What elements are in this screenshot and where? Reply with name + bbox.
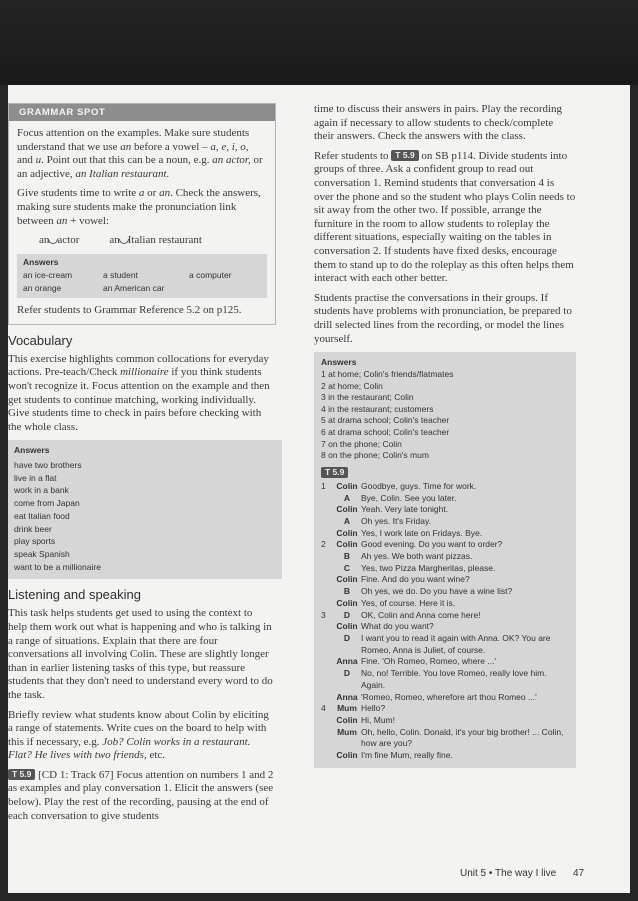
dialogue-line: Yes, I work late on Fridays. Bye. <box>361 527 483 538</box>
listening-para-2: Briefly review what students know about Colin by eliciting a range of statements. Write cues on the board to help with this if necessary, e.g. Job? Colin works in a restaurant. Flat? He lives with two friends, etc. <box>8 708 269 762</box>
grammar-spot-header: GRAMMAR SPOT <box>9 104 275 121</box>
conversation-number <box>321 668 333 691</box>
footer-title: The way I live <box>495 868 557 879</box>
dialogue-line: Hi, Mum! <box>361 714 395 725</box>
list-item: want to be a millionaire <box>14 561 101 572</box>
dialogue-line: Oh, hello, Colin. Donald, it's your big brother! ... Colin, how are you? <box>361 726 564 749</box>
speaker-label: B <box>343 586 351 597</box>
conversation-number: 2 <box>321 539 326 550</box>
dialogue-line: Yeah. Very late tonight. <box>361 504 449 515</box>
vocabulary-heading: Vocabulary <box>8 332 73 348</box>
listening-para-3: T 5.9 [CD 1: Track 67] Focus attention on numbers 1 and 2 as examples and play conversation 1. Elicit the answers (see below). Play the rest of the recording, pausing at the end of each conversation to give students <box>8 768 274 822</box>
list-item: 8 on the phone; Colin's mum <box>321 450 429 461</box>
list-item: 2 at home; Colin <box>321 380 383 391</box>
dialogue-line: Fine. And do you want wine? <box>361 574 470 585</box>
conversation-number <box>321 715 333 727</box>
speaker-label: Colin <box>336 504 358 515</box>
book-page <box>8 85 630 893</box>
dialogue-line: I want you to read it again with Anna. OK? You are Romeo, Anna is Juliet, of course. <box>361 632 551 655</box>
listening-heading: Listening and speaking <box>8 587 141 603</box>
vocabulary-answers <box>8 440 282 579</box>
list-item: drink beer <box>14 523 52 534</box>
footer-unit: Unit 5 <box>460 868 487 879</box>
speaker-label: A <box>343 492 351 503</box>
conversation-number <box>321 504 333 516</box>
speaker-label: D <box>343 609 351 620</box>
dialogue-line: What do you want? <box>361 621 434 632</box>
answer-cell: an ice-cream <box>23 270 73 281</box>
conversation-number <box>321 692 333 704</box>
page-footer <box>460 868 584 879</box>
scan-left-edge <box>0 85 8 901</box>
dialogue-line: Oh yes, we do. Do you have a wine list? <box>361 586 513 597</box>
dialogue-line: Oh yes. It's Friday. <box>361 515 431 526</box>
list-item: have two brothers <box>14 460 82 471</box>
dialogue-line: Fine. 'Oh Romeo, Romeo, where ...' <box>361 656 497 667</box>
answers-title: Answers <box>321 357 357 368</box>
list-item: come from Japan <box>14 498 80 509</box>
speaker-label: Colin <box>336 750 358 761</box>
speaker-label: Colin <box>336 480 358 491</box>
speaker-label: Anna <box>336 656 358 667</box>
answer-cell <box>189 282 269 294</box>
speaker-label: D <box>343 668 351 679</box>
dialogue-line: Hello? <box>361 703 386 714</box>
dialogue-line: Good evening. Do you want to order? <box>361 539 503 550</box>
list-item: speak Spanish <box>14 548 70 559</box>
answer-cell: a student <box>103 270 138 281</box>
list-item: play sports <box>14 536 56 547</box>
answer-cell: an orange <box>23 283 62 294</box>
speaker-label: A <box>343 515 351 526</box>
speaker-label: Mum <box>337 703 357 714</box>
conversation-number: 4 <box>321 703 326 714</box>
speaker-label: Colin <box>336 539 358 550</box>
speaker-label: Colin <box>336 621 358 632</box>
dialogue-line: Yes, two Pizza Margheritas, please. <box>361 562 496 573</box>
speaker-label: Mum <box>337 726 357 737</box>
link-example-1: an actor <box>39 234 80 247</box>
scan-top-band <box>0 0 638 85</box>
answers-title: Answers <box>23 257 59 268</box>
vocabulary-para: This exercise highlights common collocations for everyday actions. Pre-teach/Check millionaire if you think students won't recognize it. Focus attention on the example and then get students to continue matching, working individually. Give students time to check in pairs before checking with the whole class. <box>8 352 270 433</box>
speaker-label: C <box>343 562 351 573</box>
conversation-number <box>321 633 333 656</box>
scan-bottom-band <box>0 893 638 901</box>
dialogue-line: 'Romeo, Romeo, wherefore art thou Romeo ...' <box>361 691 537 702</box>
speaker-label: Colin <box>336 527 358 538</box>
grammar-spot-box <box>8 103 276 325</box>
conversation-number <box>321 563 333 575</box>
speaker-label: Colin <box>336 574 358 585</box>
conversation-number <box>321 586 333 598</box>
tapescript <box>321 481 569 762</box>
grammar-spot-refer: Refer students to Grammar Reference 5.2 on p125. <box>17 304 242 317</box>
dialogue-line: Bye, Colin. See you later. <box>361 492 457 503</box>
answer-cell: an American car <box>103 283 165 294</box>
conversation-number <box>321 621 333 633</box>
listening-para-1: This task helps students get used to using the context to help them work out what is happening and who is talking in a range of situations. Explain that there are four conversations all involving Colin. These are slightly longer than in earlier listening tasks of this type, but reassure students that they don't need to understand every word to do the task. <box>8 607 273 701</box>
list-item: work in a bank <box>14 485 69 496</box>
answers-title: Answers <box>14 445 50 456</box>
pronunciation-link-examples <box>39 234 267 246</box>
list-item: 3 in the restaurant; Colin <box>321 392 414 403</box>
conversation-number <box>321 598 333 610</box>
list-item: 5 at drama school; Colin's teacher <box>321 415 450 426</box>
conversation-number <box>321 516 333 528</box>
conversation-number: 1 <box>321 480 326 491</box>
link-example-2: an Italian restaurant <box>109 234 202 247</box>
conversation-number <box>321 528 333 540</box>
list-item: 4 in the restaurant; customers <box>321 403 434 414</box>
speaker-label: Anna <box>336 691 358 702</box>
grammar-spot-answers <box>17 254 267 298</box>
list-item: 1 at home; Colin's friends/flatmates <box>321 369 454 380</box>
right-para-3: Students practise the conversations in their groups. If students have problems with pronunciation, be prepared to drill selected lines from the recording, or model the lines yourself. <box>314 291 572 345</box>
track-badge: T 5.9 <box>321 467 348 478</box>
left-column <box>8 103 274 829</box>
dialogue-line: No, no! Terrible. You love Romeo, really love him. Again. <box>361 668 547 690</box>
listening-answers-box <box>314 352 576 768</box>
conversation-number <box>321 574 333 586</box>
right-para-1: time to discuss their answers in pairs. Play the recording again if necessary to allow students to check/complete their answers. Check the answers with the class. <box>314 103 563 143</box>
speaker-label: D <box>343 632 351 643</box>
page-number: 47 <box>572 868 585 879</box>
list-item: 7 on the phone; Colin <box>321 438 402 449</box>
footer-separator: • <box>488 868 493 879</box>
dialogue-line: I'm fine Mum, really fine. <box>361 750 453 761</box>
conversation-number <box>321 727 333 750</box>
scan-right-edge <box>630 85 638 901</box>
conversation-number <box>321 493 333 505</box>
speaker-label: Colin <box>336 597 358 608</box>
grammar-spot-para-2: Give students time to write a or an. Check the answers, making sure students make the pronunciation link between an + vowel: <box>17 187 261 227</box>
conversation-number: 3 <box>321 609 326 620</box>
list-item: 6 at drama school; Colin's teacher <box>321 427 450 438</box>
speaker-label: B <box>343 551 351 562</box>
dialogue-line: Ah yes. We both want pizzas. <box>361 551 473 562</box>
track-badge: T 5.9 <box>391 150 418 161</box>
dialogue-line: Yes, of course. Here it is. <box>361 597 456 608</box>
conversation-number <box>321 551 333 563</box>
speaker-label: Colin <box>336 714 358 725</box>
right-para-2: Refer students to T 5.9 on SB p114. Divide students into groups of three. Ask a confident group to read out conversation 1. Remind students that conversation 4 is over the phone and so the student who plays Colin needs to sit away from the other two. If possible, arrange the furniture in the room to allow students to roleplay the different situations, especially waiting on the tables in conversation 2. If students have fixed desks, encourage them to stand up to do the roleplay as this often helps them interact with each other better. <box>314 149 576 285</box>
list-item: live in a flat <box>14 472 57 483</box>
grammar-spot-para-1: Focus attention on the examples. Make sure students understand that we use an before a vowel – a, e, i, o, and u. Point out that this can be a noun, e.g. an actor, or an adjective, an Italian restaurant. <box>17 127 263 180</box>
dialogue-line: Goodbye, guys. Time for work. <box>361 480 477 491</box>
answer-cell: a computer <box>189 270 232 281</box>
right-column <box>314 103 576 768</box>
dialogue-line: OK, Colin and Anna come here! <box>361 609 481 620</box>
conversation-number <box>321 656 333 668</box>
list-item: eat Italian food <box>14 510 70 521</box>
conversation-number <box>321 750 333 762</box>
track-badge: T 5.9 <box>8 769 35 780</box>
